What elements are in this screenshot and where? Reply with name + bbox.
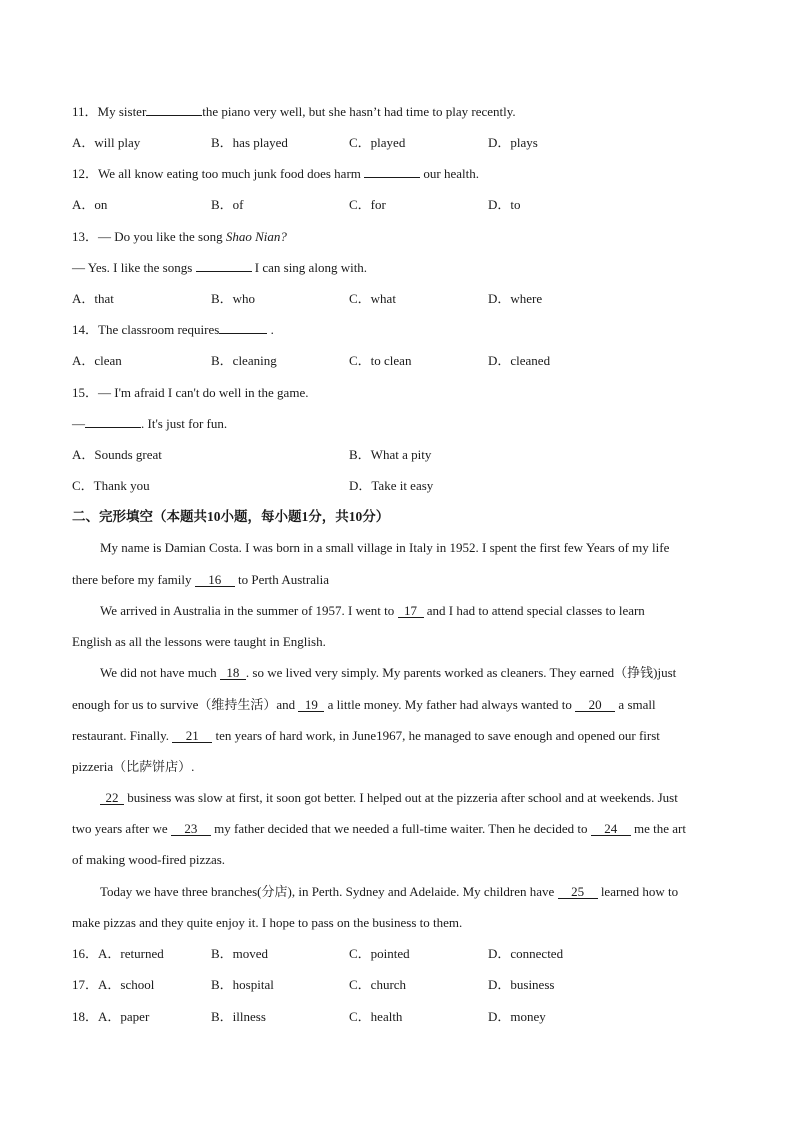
passage-text: business was slow at first, it soon got better. I helped out at the pizzeria after school and at weekends. Just [124, 790, 678, 805]
option-d[interactable]: D．to [488, 197, 521, 212]
passage-text: . so we lived very simply. My parents worked as cleaners. They earned（挣钱)just [245, 665, 677, 680]
option-b[interactable]: B．What a pity [349, 447, 432, 462]
option-c[interactable]: C．church [349, 977, 407, 992]
passage-text: a small [615, 697, 656, 712]
question-text: — Do you like the song [98, 229, 226, 244]
passage-text: to Perth Australia [234, 572, 329, 587]
question-12 [72, 166, 479, 182]
option-d[interactable]: D．cleaned [488, 353, 551, 368]
song-title: Shao Nian? [225, 229, 287, 244]
question-11 [72, 104, 516, 120]
question-text: — I'm afraid I can't do well in the game. [98, 385, 309, 400]
option-a[interactable]: A．will play [72, 135, 141, 150]
passage-line [100, 665, 750, 681]
passage-text: learned how to [597, 884, 679, 899]
passage-text: two years after we [72, 821, 171, 836]
question-number: 17． [72, 977, 99, 992]
passage-text: restaurant. Finally. [72, 728, 173, 743]
passage-text: there before my family [72, 572, 195, 587]
question-text: The classroom requires [98, 322, 220, 337]
question-number: 12． [72, 166, 99, 181]
answer-blank[interactable] [85, 427, 141, 428]
blank-16[interactable]: 16 [195, 573, 235, 587]
question-number: 18． [72, 1009, 99, 1024]
passage-text: Today we have three branches(分店), in Perth. Sydney and Adelaide. My children have [100, 884, 558, 899]
passage-line [72, 728, 722, 744]
option-a[interactable]: A．returned [98, 946, 164, 961]
blank-17[interactable]: 17 [398, 604, 424, 618]
option-a[interactable]: A．that [72, 291, 114, 306]
passage-line: My name is Damian Costa. I was born in a small village in Italy in 1952. I spent the first few Years of my life [100, 540, 670, 555]
question-13-line2 [72, 260, 367, 276]
option-d[interactable]: D．business [488, 977, 555, 992]
option-b[interactable]: B．moved [211, 946, 269, 961]
question-text: . [267, 322, 274, 337]
option-c[interactable]: C．to clean [349, 353, 412, 368]
blank-21[interactable]: 21 [172, 729, 212, 743]
option-b[interactable]: B．hospital [211, 977, 274, 992]
question-text: our health. [420, 166, 479, 181]
passage-text: enough for us to survive（维持生活）and [72, 697, 299, 712]
option-b[interactable]: B．illness [211, 1009, 266, 1024]
option-c[interactable]: C．what [349, 291, 396, 306]
passage-text: me the art [630, 821, 686, 836]
passage-line [72, 697, 722, 713]
question-15-line2 [72, 416, 227, 432]
option-d[interactable]: D．money [488, 1009, 546, 1024]
question-text: We all know eating too much junk food does harm [98, 166, 365, 181]
passage-line: English as all the lessons were taught in English. [72, 634, 326, 649]
option-a[interactable]: A．clean [72, 353, 122, 368]
question-14 [72, 322, 274, 338]
passage-line: of making wood-fired pizzas. [72, 852, 226, 867]
passage-line: make pizzas and they quite enjoy it. I hope to pass on the business to them. [72, 915, 463, 930]
option-b[interactable]: B．of [211, 197, 244, 212]
blank-18[interactable]: 18 [220, 666, 246, 680]
question-text: — Yes. I like the songs [72, 260, 196, 275]
option-a[interactable]: A．on [72, 197, 108, 212]
option-c[interactable]: C．for [349, 197, 386, 212]
option-b[interactable]: B．cleaning [211, 353, 277, 368]
question-number: 15． [72, 385, 99, 400]
option-c[interactable]: C．pointed [349, 946, 410, 961]
question-number: 11． [72, 104, 98, 119]
passage-text: a little money. My father had always wanted to [324, 697, 576, 712]
question-number: 13． [72, 229, 99, 244]
option-d[interactable]: D．connected [488, 946, 564, 961]
answer-blank[interactable] [364, 177, 420, 178]
blank-24[interactable]: 24 [591, 822, 631, 836]
option-a[interactable]: A．paper [98, 1009, 150, 1024]
blank-25[interactable]: 25 [558, 885, 598, 899]
passage-text: ten years of hard work, in June1967, he managed to save enough and opened our first [212, 728, 660, 743]
question-number: 16． [72, 946, 99, 961]
answer-blank[interactable] [196, 271, 252, 272]
cloze-18 [72, 1009, 149, 1025]
blank-22[interactable]: 22 [100, 791, 124, 805]
blank-23[interactable]: 23 [171, 822, 211, 836]
passage-line: pizzeria（比萨饼店）. [72, 759, 195, 774]
question-number: 14． [72, 322, 99, 337]
cloze-17 [72, 977, 154, 993]
option-c[interactable]: C．Thank you [72, 478, 150, 493]
answer-blank[interactable] [146, 115, 202, 116]
cloze-16 [72, 946, 164, 962]
option-d[interactable]: D．plays [488, 135, 538, 150]
question-text: — [72, 416, 85, 431]
passage-text: my father decided that we needed a full-time waiter. Then he decided to [210, 821, 591, 836]
question-text: My sister [97, 104, 147, 119]
passage-line [72, 572, 722, 588]
question-text: . It's just for fun. [141, 416, 228, 431]
passage-line [100, 884, 750, 900]
passage-line [72, 821, 722, 837]
question-15 [72, 385, 308, 401]
passage-line [100, 603, 750, 619]
option-b[interactable]: B．has played [211, 135, 288, 150]
question-text: the piano very well, but she hasn’t had time to play recently. [202, 104, 516, 119]
option-d[interactable]: D．Take it easy [349, 478, 434, 493]
option-c[interactable]: C．health [349, 1009, 403, 1024]
passage-text: We arrived in Australia in the summer of 1957. I went to [100, 603, 398, 618]
question-text: I can sing along with. [251, 260, 368, 275]
blank-19[interactable]: 19 [298, 698, 324, 712]
option-a[interactable]: A．Sounds great [72, 447, 162, 462]
passage-text: and I had to attend special classes to learn [423, 603, 645, 618]
section-heading: 二、完形填空（本题共10小题，每小题1分，共10分） [72, 509, 390, 524]
option-b[interactable]: B．who [211, 291, 256, 306]
passage-text: We did not have much [100, 665, 220, 680]
answer-blank[interactable] [219, 333, 267, 334]
option-a[interactable]: A．school [98, 977, 155, 992]
passage-line [100, 790, 750, 806]
blank-20[interactable]: 20 [575, 698, 615, 712]
option-d[interactable]: D．where [488, 291, 543, 306]
option-c[interactable]: C．played [349, 135, 406, 150]
question-13 [72, 229, 287, 245]
